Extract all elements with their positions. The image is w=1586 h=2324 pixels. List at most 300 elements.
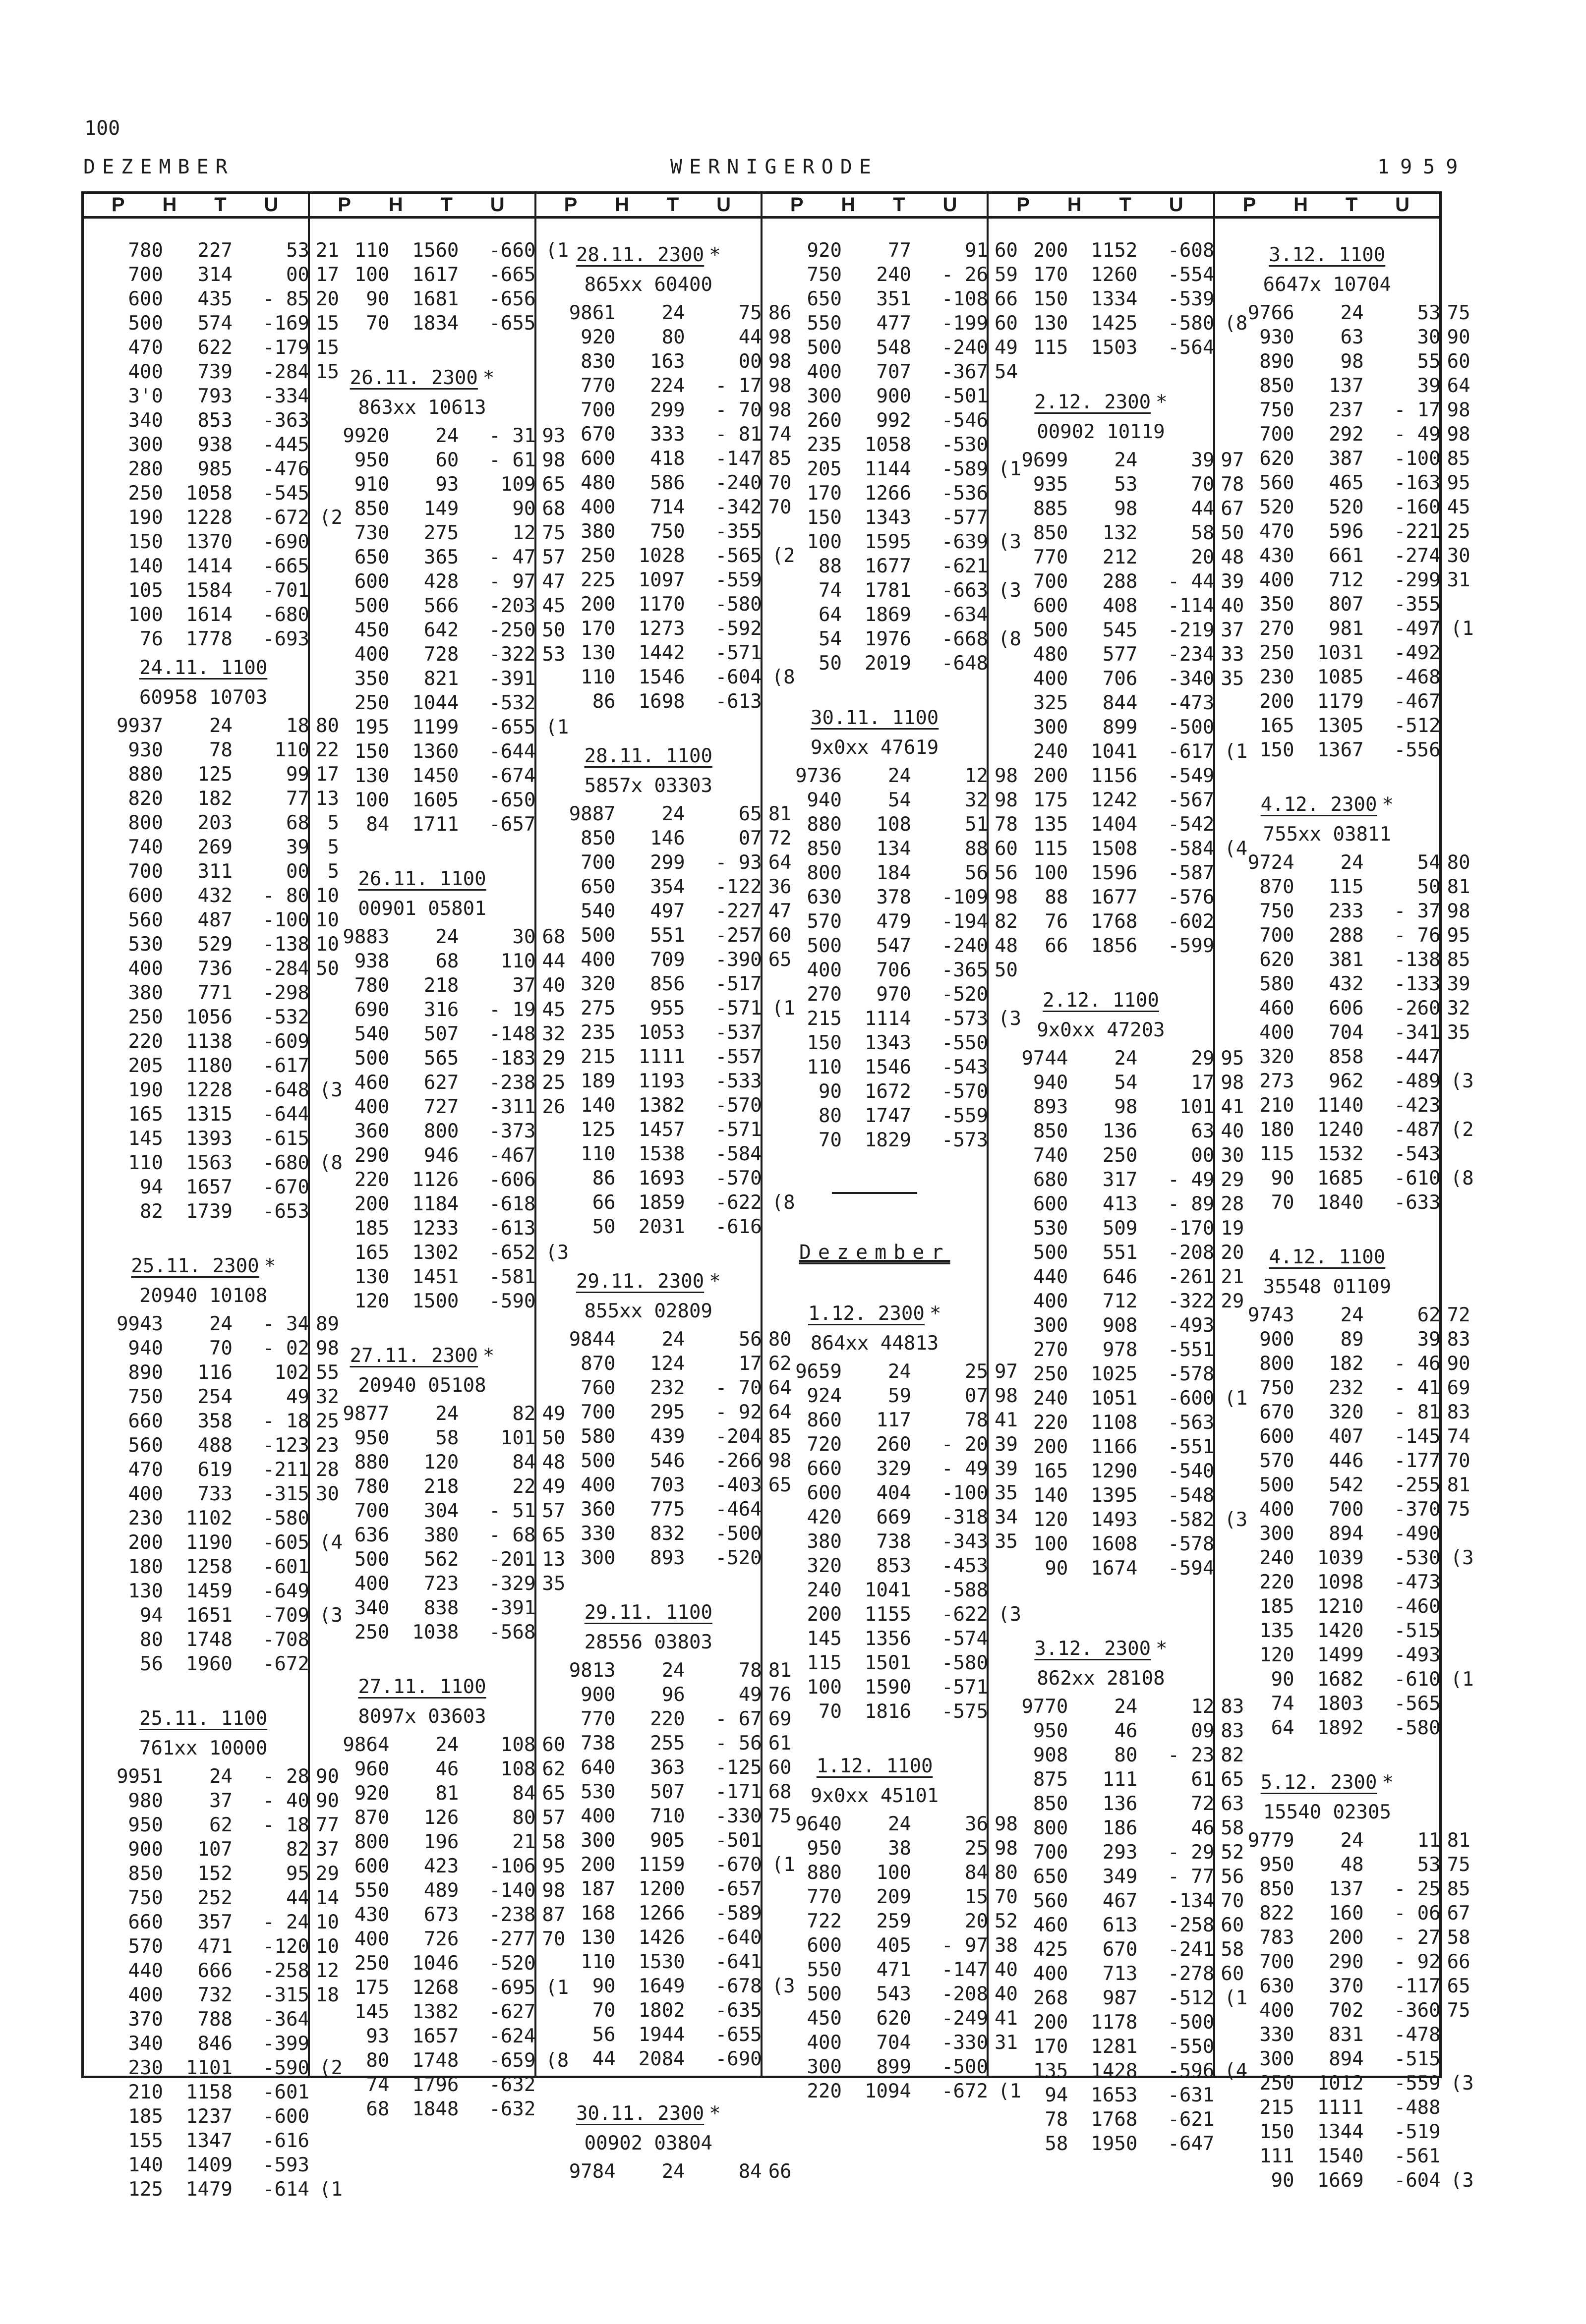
pressure-value: 400 (1259, 1498, 1294, 1521)
table-row (536, 1658, 792, 1683)
humidity-value: 41 (995, 1409, 1018, 1431)
humidity-value: 40 (995, 1959, 1018, 1981)
height-value: 1138 (186, 1030, 233, 1053)
spacer (989, 1581, 1213, 1606)
temperature-value: -500 (715, 1523, 762, 1545)
pressure-value: 750 (128, 1386, 163, 1408)
table-row (763, 287, 1018, 311)
pressure-value: 200 (581, 593, 616, 616)
height-value: 551 (1102, 1242, 1138, 1264)
humidity-value: 48 (1221, 546, 1244, 568)
humidity-value: 10 (316, 909, 339, 931)
date-time-label: 28.11. 2300 (576, 244, 705, 266)
height-value: 704 (1329, 1021, 1364, 1044)
temperature-value: -570 (715, 1167, 762, 1190)
table-row (310, 715, 569, 739)
temperature-value: -315 (263, 1984, 309, 2006)
pressure-value: 900 (1259, 1328, 1294, 1351)
height-value: 299 (650, 399, 685, 421)
height-value: 304 (423, 1500, 459, 1522)
pressure-value: 74 (819, 579, 842, 602)
pressure-value: 56 (592, 2024, 616, 2046)
pressure-value: 130 (1033, 312, 1068, 335)
temperature-value: -277 (489, 1928, 536, 1950)
station-code: 8097x 03603 (358, 1705, 486, 1728)
pressure-value: 300 (128, 434, 163, 456)
table-row (989, 1362, 1213, 1386)
temperature-value: -114 (1168, 595, 1215, 617)
height-value: 24 (1340, 1304, 1364, 1326)
temperature-value: -512 (1394, 715, 1441, 737)
pressure-value: 450 (807, 2007, 842, 2030)
humidity-value: 39 (1447, 973, 1470, 995)
temperature-value: -670 (263, 1176, 309, 1198)
height-value: 706 (876, 959, 911, 981)
pressure-value: 115 (1033, 838, 1068, 860)
column-header-label: H (162, 194, 179, 216)
table-row (536, 2047, 761, 2071)
pressure-value: 200 (1033, 239, 1068, 262)
temperature-value: -576 (1168, 886, 1215, 908)
height-value: 1457 (638, 1119, 685, 1141)
height-value: 732 (197, 1984, 233, 2006)
pressure-value: 56 (140, 1653, 163, 1675)
temperature-value: 56 (965, 862, 988, 884)
column-header-label: P (111, 194, 127, 216)
temperature-value: 95 (286, 1863, 309, 1885)
height-value: 252 (197, 1887, 233, 1909)
height-value: 288 (1329, 924, 1364, 947)
pressure-value: 750 (128, 1887, 163, 1909)
temperature-value: 65 (738, 803, 762, 825)
humidity-value: 35 (995, 1482, 1018, 1504)
table-row (536, 1327, 792, 1352)
pressure-value: 200 (354, 1193, 390, 1215)
humidity-value: 69 (768, 1708, 792, 1730)
height-value: 1098 (1317, 1571, 1364, 1593)
temperature-value: 22 (512, 1475, 536, 1498)
height-value: 120 (423, 1451, 459, 1474)
humidity-value: 29 (1221, 1290, 1244, 1312)
station-code: 28556 03803 (584, 1631, 712, 1653)
humidity-value: 66 (768, 2160, 792, 2183)
height-value: 70 (209, 1337, 233, 1360)
height-value: 709 (650, 949, 685, 971)
pressure-value: 900 (128, 1838, 163, 1861)
note-value: (1 (545, 1977, 569, 1999)
humidity-value: 62 (768, 1353, 792, 1375)
station-code: 60958 10703 (139, 686, 268, 709)
table-row (763, 578, 1021, 603)
table-row (1215, 1020, 1470, 1045)
table-row (1215, 1974, 1470, 1998)
height-value: 269 (197, 836, 233, 858)
table-row (84, 360, 339, 384)
table-row (536, 923, 792, 948)
humidity-value: 49 (542, 1403, 566, 1425)
spacer (536, 1570, 761, 1596)
height-value: 1178 (1091, 2011, 1138, 2034)
pressure-value: 950 (807, 1837, 842, 1860)
temperature-value: -208 (941, 1983, 988, 2005)
pressure-value: 980 (128, 1790, 163, 1812)
temperature-value: 77 (286, 788, 309, 810)
table-row (1215, 1594, 1439, 1619)
height-value: 1025 (1091, 1363, 1138, 1385)
pressure-value: 400 (128, 1984, 163, 2006)
height-value: 117 (876, 1409, 911, 1431)
height-value: 704 (876, 2032, 911, 2054)
temperature-value: -261 (1168, 1266, 1215, 1288)
height-value: 471 (876, 1959, 911, 1981)
table-row (1215, 1950, 1470, 1974)
height-value: 666 (197, 1960, 233, 1982)
height-value: 378 (876, 886, 911, 908)
table-row (763, 336, 1018, 360)
pressure-value: 9943 (117, 1313, 163, 1335)
table-row (763, 2031, 1018, 2055)
observation-date (84, 654, 308, 682)
pressure-value: 425 (1033, 1938, 1068, 1961)
table-row (84, 738, 339, 762)
temperature-value: -238 (489, 1072, 536, 1094)
table-row (536, 422, 792, 447)
pressure-value: 70 (1271, 1191, 1294, 1214)
temperature-value: -602 (1168, 910, 1215, 933)
temperature-value: -665 (489, 264, 536, 286)
station-code: 6647x 10704 (1263, 274, 1391, 296)
pressure-value: 150 (128, 531, 163, 553)
table-row (763, 1432, 1018, 1457)
pressure-value: 110 (807, 1056, 842, 1078)
pressure-value: 500 (1259, 1474, 1294, 1496)
spacer (763, 676, 987, 701)
height-value: 1302 (412, 1242, 459, 1264)
table-row (763, 603, 987, 627)
height-value: 1281 (1091, 2036, 1138, 2058)
table-row (84, 1029, 308, 1054)
humidity-value: 98 (1447, 399, 1470, 421)
pressure-value: 90 (819, 1080, 842, 1103)
pressure-value: 460 (354, 1072, 390, 1094)
temperature-value: - 44 (1168, 570, 1215, 593)
temperature-value: -632 (489, 2074, 536, 2096)
humidity-value: 98 (995, 765, 1018, 787)
table-row (536, 899, 792, 923)
height-value: 1031 (1317, 642, 1364, 664)
temperature-value: -519 (1394, 2121, 1441, 2143)
table-row (536, 1093, 761, 1118)
temperature-value: 55 (1417, 350, 1441, 373)
temperature-value: -240 (715, 472, 762, 494)
height-value: 1356 (865, 1628, 911, 1650)
table-row (84, 2032, 308, 2056)
humidity-value: 49 (542, 1475, 566, 1498)
pressure-value: 54 (819, 628, 842, 650)
pressure-value: 230 (1259, 666, 1294, 688)
pressure-value: 400 (581, 949, 616, 971)
pressure-value: 70 (366, 312, 390, 335)
height-value: 363 (650, 1757, 685, 1779)
height-value: 98 (1340, 350, 1364, 373)
height-value: 182 (1329, 1353, 1364, 1375)
humidity-value: 90 (1447, 326, 1470, 348)
humidity-value: 31 (1447, 569, 1470, 591)
note-value: (1 (1224, 740, 1248, 763)
table-row (763, 530, 1021, 554)
height-value: 1258 (186, 1556, 233, 1578)
table-row (84, 287, 339, 311)
table-row (989, 2083, 1213, 2107)
pressure-value: 580 (581, 1425, 616, 1448)
table-row (989, 263, 1213, 287)
humidity-value: 72 (768, 827, 792, 850)
humidity-value: 15 (316, 361, 339, 383)
temperature-value: -589 (941, 458, 988, 480)
table-row (536, 1998, 761, 2023)
temperature-value: 99 (286, 763, 309, 786)
table-row (84, 506, 343, 530)
table-row (310, 2097, 534, 2121)
station-code: 20940 10108 (139, 1285, 268, 1307)
pressure-value: 110 (581, 1951, 616, 1973)
pressure-value: 400 (807, 2032, 842, 2054)
pressure-value: 870 (581, 1353, 616, 1375)
table-row (310, 1192, 534, 1216)
height-value: 736 (197, 958, 233, 980)
height-value: 196 (423, 1831, 459, 1853)
humidity-value: 65 (542, 473, 566, 496)
humidity-value: 45 (542, 595, 566, 617)
humidity-value: 34 (995, 1506, 1018, 1529)
temperature-value: -573 (941, 1129, 988, 1151)
pressure-value: 330 (1259, 2024, 1294, 2046)
temperature-value: 53 (1417, 302, 1441, 324)
temperature-value: 44 (286, 1887, 309, 1909)
height-value: 349 (1102, 1866, 1138, 1888)
height-value: 423 (423, 1855, 459, 1877)
table-row (989, 715, 1213, 739)
temperature-value: -340 (1168, 668, 1215, 690)
pressure-value: 210 (128, 2081, 163, 2103)
table-row (84, 714, 339, 738)
pressure-value: 250 (128, 482, 163, 505)
humidity-value: 37 (316, 1838, 339, 1861)
height-value: 1499 (1317, 1644, 1364, 1666)
pressure-value: 320 (581, 973, 616, 995)
temperature-value: 17 (1191, 1072, 1215, 1094)
height-value: 160 (1329, 1902, 1364, 1925)
humidity-value: 75 (542, 522, 566, 544)
table-column (536, 194, 795, 2183)
height-value: 619 (197, 1459, 233, 1481)
humidity-value: 22 (316, 739, 339, 761)
height-value: 1334 (1091, 288, 1138, 310)
height-value: 1102 (186, 1507, 233, 1530)
humidity-value: 77 (316, 1814, 339, 1836)
table-row (763, 1104, 987, 1128)
table-row (84, 859, 339, 884)
pressure-value: 920 (581, 326, 616, 348)
height-value: 62 (209, 1814, 233, 1836)
height-value: 807 (1329, 593, 1364, 616)
temperature-value: -138 (263, 933, 309, 956)
star-marker: * (709, 2102, 721, 2125)
temperature-value: -460 (1394, 1595, 1441, 1618)
table-row (1215, 2023, 1439, 2047)
table-row (536, 802, 792, 826)
pressure-value: 200 (807, 1603, 842, 1626)
temperature-value: -551 (1168, 1339, 1215, 1361)
pressure-value: 560 (1033, 1890, 1068, 1912)
humidity-value: 70 (1221, 1890, 1244, 1912)
height-value: 24 (435, 1403, 459, 1425)
table-row (763, 263, 1018, 287)
spacer (84, 1224, 308, 1249)
observation-date (310, 364, 534, 392)
table-row (84, 384, 308, 408)
humidity-value: 21 (316, 239, 339, 262)
table-row (1215, 1069, 1474, 1093)
height-value: 1976 (865, 628, 911, 650)
table-row (763, 2055, 987, 2079)
temperature-value: -616 (263, 2130, 309, 2152)
column-header-label: P (790, 194, 806, 216)
pressure-value: 500 (581, 924, 616, 947)
pressure-value: 600 (807, 1934, 842, 1957)
height-value: 24 (661, 1659, 685, 1682)
height-value: 1960 (186, 1653, 233, 1675)
table-row (989, 1865, 1244, 1889)
pressure-value: 9813 (569, 1659, 616, 1682)
height-value: 232 (650, 1377, 685, 1399)
pressure-value: 130 (128, 1580, 163, 1602)
height-value: 116 (197, 1361, 233, 1384)
temperature-value: -590 (489, 1290, 536, 1312)
table-row (989, 667, 1244, 691)
pressure-value: 780 (354, 974, 390, 997)
height-value: 365 (423, 546, 459, 568)
height-value: 1347 (186, 2130, 233, 2152)
temperature-value: -240 (941, 337, 988, 359)
humidity-value: 13 (316, 788, 339, 810)
temperature-value: -238 (489, 1904, 536, 1926)
height-value: 1698 (638, 690, 685, 713)
pressure-value: 320 (1259, 1046, 1294, 1068)
table-row (989, 2010, 1213, 2035)
pressure-value: 560 (128, 909, 163, 931)
table-row (84, 530, 308, 554)
temperature-value: - 26 (941, 264, 988, 286)
table-row (989, 594, 1244, 618)
pressure-value: 165 (1259, 715, 1294, 737)
height-value: 858 (1329, 1046, 1364, 1068)
pressure-value: 9784 (569, 2160, 616, 2183)
temperature-value: 90 (512, 498, 536, 520)
temperature-value: - 93 (715, 851, 762, 874)
height-value: 1126 (412, 1169, 459, 1191)
humidity-value: 62 (542, 1758, 566, 1780)
pressure-value: 460 (1033, 1914, 1068, 1936)
height-value: 98 (1114, 1096, 1138, 1118)
temperature-value: -655 (489, 716, 536, 738)
humidity-value: 5 (327, 836, 339, 858)
column-header-label: T (1119, 194, 1133, 216)
height-value: 1094 (865, 2080, 911, 2102)
temperature-value: -391 (489, 1597, 536, 1619)
pressure-value: 90 (1271, 1167, 1294, 1190)
pressure-value: 270 (807, 983, 842, 1006)
height-value: 1058 (186, 482, 233, 505)
table-row (84, 336, 339, 360)
note-value: (3 (1450, 2169, 1474, 2192)
temperature-value: 25 (965, 1837, 988, 1860)
height-value: 24 (1340, 302, 1364, 324)
humidity-value: 89 (316, 1313, 339, 1335)
temperature-value: 84 (512, 1451, 536, 1474)
height-value: 152 (197, 1863, 233, 1885)
height-value: 893 (650, 1547, 685, 1569)
temperature-value: - 61 (489, 449, 536, 471)
pressure-value: 380 (581, 520, 616, 543)
pressure-value: 9736 (795, 765, 842, 787)
pressure-value: 400 (1033, 1290, 1068, 1312)
table-row (989, 642, 1244, 667)
height-value: 98 (1114, 498, 1138, 520)
table-column (763, 194, 1021, 2102)
height-value: 60 (435, 449, 459, 471)
temperature-value: - 18 (263, 1814, 309, 1836)
pressure-value: 250 (581, 545, 616, 567)
temperature-value: 00 (286, 264, 309, 286)
temperature-value: -255 (1394, 1474, 1441, 1496)
height-value: 894 (1329, 1523, 1364, 1545)
table-row (84, 1385, 339, 1409)
temperature-value: -171 (715, 1781, 762, 1803)
pressure-value: 860 (807, 1409, 842, 1431)
station-code: 5857x 03303 (584, 775, 712, 797)
height-value: 1829 (865, 1129, 911, 1151)
height-value: 856 (650, 973, 685, 995)
table-row (84, 2177, 343, 2202)
star-marker: * (709, 244, 721, 266)
temperature-value: -570 (715, 1094, 762, 1117)
table-row (84, 1312, 339, 1336)
temperature-value: -584 (1168, 838, 1215, 860)
table-row (84, 433, 308, 457)
table-row (1215, 617, 1474, 641)
height-value: 413 (1102, 1193, 1138, 1215)
pressure-value: 70 (819, 1700, 842, 1723)
pressure-value: 300 (1033, 1314, 1068, 1337)
pressure-value: 185 (354, 1217, 390, 1240)
temperature-value: -570 (941, 1080, 988, 1103)
table-row (763, 1007, 1021, 1031)
temperature-value: -659 (489, 2049, 536, 2072)
pressure-value: 890 (1259, 350, 1294, 373)
humidity-value: 56 (995, 862, 1018, 884)
pressure-value: 165 (128, 1103, 163, 1126)
height-value: 488 (197, 1434, 233, 1457)
pressure-value: 240 (1259, 1547, 1294, 1569)
temperature-value: -695 (489, 1977, 536, 1999)
pressure-value: 300 (1259, 1523, 1294, 1545)
pressure-value: 700 (1259, 924, 1294, 947)
temperature-value: -580 (941, 1652, 988, 1674)
station-code: 00902 10119 (1037, 421, 1165, 443)
pressure-value: 9861 (569, 302, 616, 324)
pressure-value: 220 (807, 2080, 842, 2102)
